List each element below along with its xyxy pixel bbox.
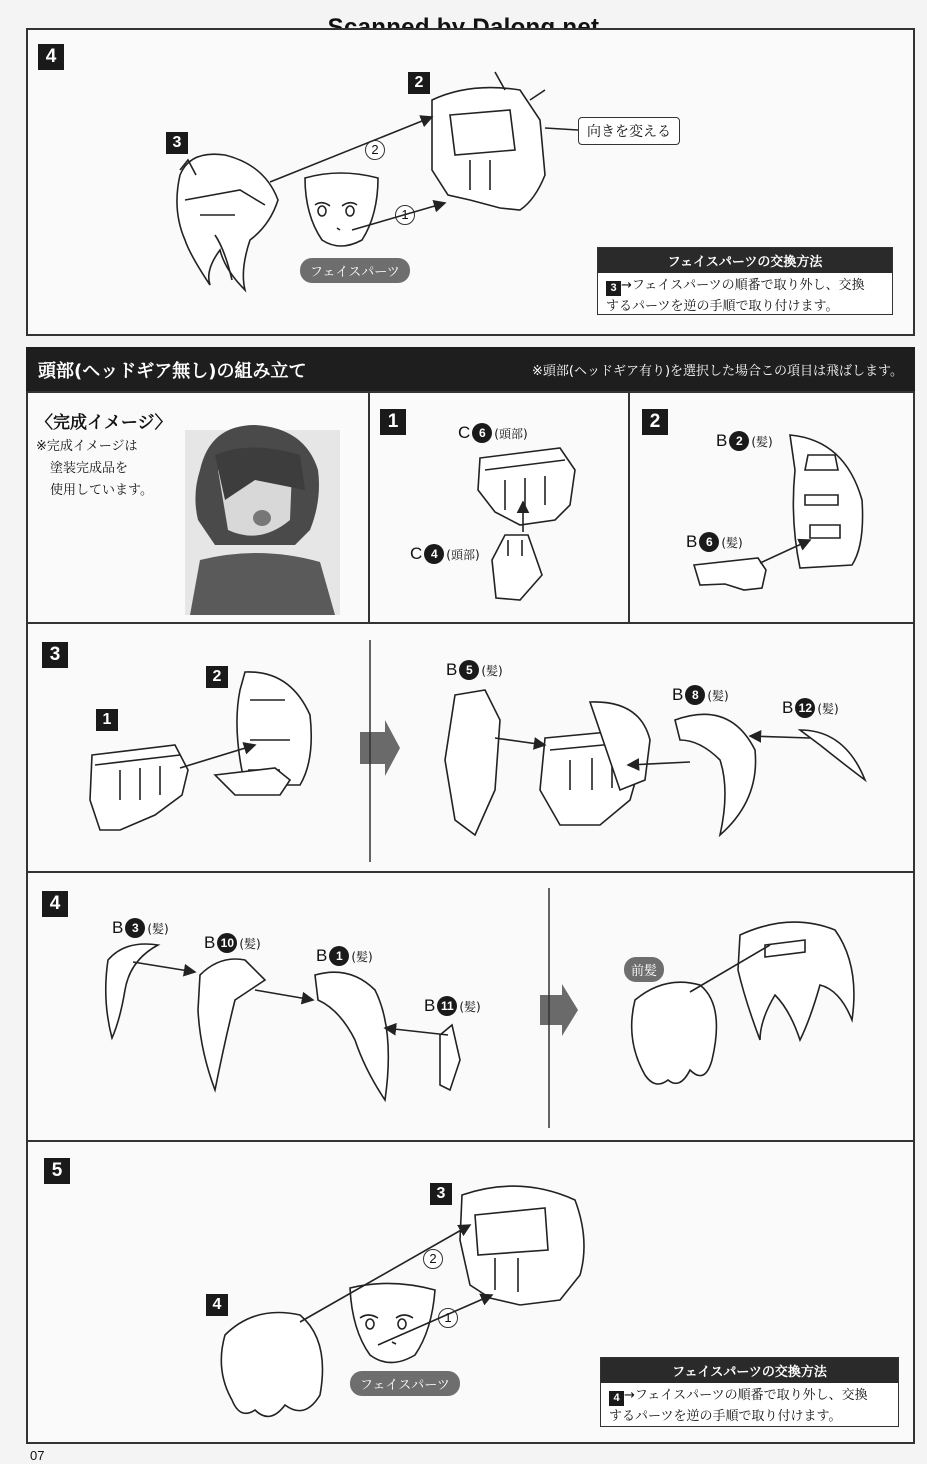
big-arrow-right — [360, 720, 400, 776]
preview-note-3: 使用しています。 — [50, 483, 153, 498]
step4-right-illustration — [632, 922, 854, 1084]
order-2: 2 — [423, 1249, 443, 1269]
part-label-c4: C 4 (頭部) — [410, 544, 480, 563]
order-1: 1 — [438, 1308, 458, 1328]
step3-right-illustration — [445, 690, 865, 835]
part-label-b3: B 3 (髪) — [112, 918, 169, 937]
order-2: 2 — [365, 140, 385, 160]
face-parts-label: フェイスパーツ — [350, 1371, 460, 1396]
step5-illustration — [221, 1186, 584, 1416]
step4-number: 4 — [42, 891, 68, 917]
helmet-hair-illustration — [177, 154, 278, 290]
step3-left-illustration — [90, 672, 311, 830]
finished-head-photo — [185, 425, 340, 615]
part-label-b8: B 8 (髪) — [672, 685, 729, 704]
step3-number: 3 — [42, 642, 68, 668]
part-badge-3: 3 — [166, 132, 188, 154]
part-label-b2: B 2 (髪) — [716, 431, 773, 450]
big-arrow-right — [540, 984, 578, 1036]
part-badge-2: 2 — [206, 666, 228, 688]
preview-note-1: ※完成イメージは — [36, 439, 138, 454]
part-badge-2: 2 — [408, 72, 430, 94]
step-number: 4 — [38, 44, 64, 70]
part-badge-1: 1 — [96, 709, 118, 731]
order-1: 1 — [395, 205, 415, 225]
part-badge-3: 3 — [430, 1183, 452, 1205]
part-badge-4: 4 — [206, 1294, 228, 1316]
face-part-illustration — [305, 173, 378, 246]
part-label-c6: C 6 (頭部) — [458, 423, 528, 442]
step5-number: 5 — [44, 1158, 70, 1184]
step4-left-illustration — [106, 944, 460, 1100]
step2-illustration — [694, 435, 863, 590]
exchange-text-1: →フェイスパーツの順番で取り外し、交換 — [624, 1388, 868, 1403]
exchange-step-badge: 4 — [609, 1391, 624, 1406]
preview-note-2: 塗装完成品を — [50, 461, 129, 476]
front-hair-label: 前髪 — [624, 957, 664, 982]
step1-number: 1 — [380, 409, 406, 435]
step2-number: 2 — [642, 409, 668, 435]
section-note: ※頭部(ヘッドギア有り)を選択した場合この項目は飛ばします。 — [532, 364, 903, 379]
exchange-text-1: →フェイスパーツの順番で取り外し、交換 — [621, 278, 865, 293]
part-label-b10: B 10 (髪) — [204, 933, 261, 952]
exchange-text-2: するパーツを逆の手順で取り付けます。 — [606, 299, 839, 314]
part-label-b6: B 6 (髪) — [686, 532, 743, 551]
exchange-step-badge: 3 — [606, 281, 621, 296]
part-label-b5: B 5 (髪) — [446, 660, 503, 679]
head-frame-illustration — [432, 72, 545, 210]
preview-title: 〈完成イメージ〉 — [36, 413, 172, 433]
step1-illustration — [478, 448, 575, 600]
page-number: 07 — [30, 1448, 45, 1463]
exchange-text-2: するパーツを逆の手順で取り付けます。 — [609, 1409, 842, 1424]
direction-callout: 向きを変える — [578, 117, 680, 145]
section-title: 頭部(ヘッドギア無し)の組み立て — [38, 361, 307, 382]
exchange-title: フェイスパーツの交換方法 — [598, 248, 892, 273]
part-label-b11: B 11 (髪) — [424, 996, 481, 1015]
part-label-b1: B 1 (髪) — [316, 946, 373, 965]
part-label-b12: B 12 (髪) — [782, 698, 839, 717]
exchange-title: フェイスパーツの交換方法 — [601, 1358, 898, 1383]
face-parts-label: フェイスパーツ — [300, 258, 410, 283]
